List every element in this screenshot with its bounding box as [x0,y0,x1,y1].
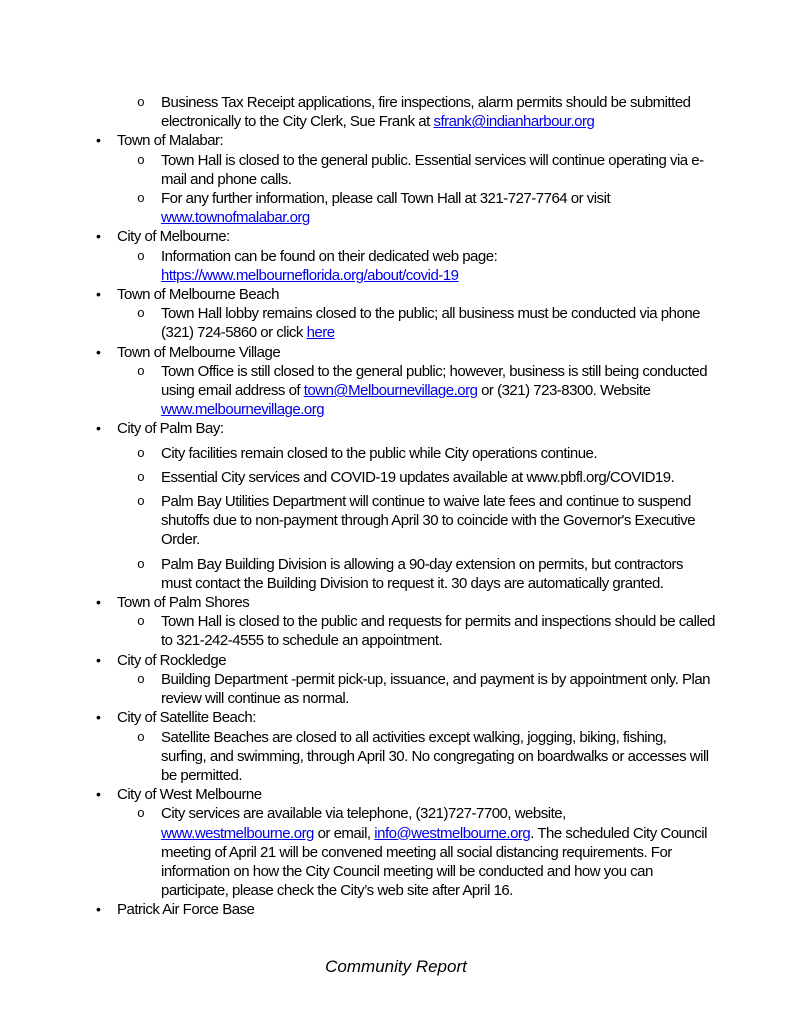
text-run: Satellite Beaches are closed to all activities except walking, jogging, biking, fishing, surfing, and swimming, through April 30. No congregating on boardwalks or accesses will be permitted. [161,728,709,784]
sub-bullet-icon: o [137,152,145,168]
bullet-section [96,227,721,285]
list-item-text [161,247,715,285]
list-item-text [161,492,715,550]
list-item [137,468,721,487]
sub-bullet-icon: o [137,806,145,822]
list-item [137,555,721,593]
section-title: City of Melbourne: [117,228,230,246]
bullet-icon: • [96,651,101,668]
text-run: or (321) 723-8300. Website [477,382,651,400]
sub-bullet-icon: o [137,248,145,264]
sub-bullet-icon: o [137,469,145,485]
section-title: City of West Melbourne [117,786,262,804]
section-title-row [96,651,721,670]
list-item-text [161,304,715,342]
bullet-icon: • [96,786,101,803]
hyperlink[interactable]: town@Melbournevillage.org [303,382,478,400]
sub-bullet-icon: o [137,95,145,110]
bullet-icon: • [96,594,101,611]
bullet-section [96,419,721,593]
bullet-icon: • [96,132,101,149]
section-title-row [96,343,721,362]
list-item [137,728,721,786]
section-title-row [96,708,721,727]
section-title-row [96,131,721,150]
sub-bullet-icon: o [137,556,145,572]
list-item [137,362,721,420]
section-title: City of Satellite Beach: [117,709,256,727]
sub-bullet-icon: o [137,191,145,207]
sub-bullet-icon: o [137,494,145,510]
bullet-section [96,343,721,420]
section-title: Town of Melbourne Beach [117,286,279,304]
hyperlink[interactable]: www.melbournevillage.org [161,401,325,419]
text-run: or email, [313,824,375,842]
bullet-section [96,900,721,919]
bullet-icon: • [96,709,101,726]
hyperlink[interactable]: https://www.melbourneflorida.org/about/covid-19 [161,266,459,284]
bullet-section [96,651,721,709]
text-run: Essential City services and COVID-19 updates available at www.pbfl.org/COVID19. [161,468,675,486]
section-title-row [96,285,721,304]
list-item-text [161,362,715,420]
list-item-text [161,555,715,593]
text-run: Palm Bay Utilities Department will continue to waive late fees and continue to suspend shutoffs due to non-payment through April 30 to coincide with the Governor's Executive Order. [161,493,696,549]
text-run: City services are available via telephone, (321)727-7700, website, [161,805,566,823]
list-item-text [161,93,715,131]
list-item [137,304,721,342]
sub-bullet-icon: o [137,614,145,630]
section-title: Town of Palm Shores [117,594,250,612]
bullet-icon: • [96,286,101,303]
bulleted-list [96,93,721,920]
list-item-text [161,151,715,189]
text-run: City facilities remain closed to the public while City operations continue. [161,444,598,462]
list-item-text [161,728,715,786]
sub-bullet-icon: o [137,671,145,687]
sub-bullet-icon: o [137,729,145,745]
bullet-section [96,131,721,227]
text-run: Business Tax Receipt applications, fire inspections, alarm permits should be submitted electronically to the City Clerk, Sue Frank at [161,94,691,131]
section-title: Town of Malabar: [117,132,224,150]
section-title-row [96,593,721,612]
bullet-section [96,708,721,785]
list-item [137,93,721,131]
list-item [137,151,721,189]
bullet-section [96,785,721,900]
section-title: City of Palm Bay: [117,420,224,438]
text-run: For any further information, please call Town Hall at 321-727-7764 or visit [161,190,611,208]
hyperlink[interactable]: www.westmelbourne.org [161,824,314,842]
text-run: Building Department -permit pick-up, issuance, and payment is by appointment only. Plan review will continue as normal. [161,670,711,708]
list-item [137,670,721,708]
hyperlink[interactable]: here [306,324,335,342]
text-run: Town Hall is closed to the general public. Essential services will continue operating via e-mail and phone calls. [161,151,704,188]
footer-title: Community Report [325,957,467,976]
sub-bullet-icon: o [137,363,145,379]
bullet-icon: • [96,901,101,918]
text-run: Palm Bay Building Division is allowing a 90-day extension on permits, but contractors must contact the Building Division to request it. 30 days are automatically granted. [161,555,683,592]
section-title-row [96,227,721,246]
section-title: Patrick Air Force Base [117,901,255,919]
text-run: Town Hall lobby remains closed to the public; all business must be conducted via phone (321) 724-5860 or click [161,305,700,342]
list-item-text [161,670,715,708]
section-title-row [96,900,721,919]
text-run: . The scheduled City Council meeting of April 21 will be convened meeting all social distancing requirements. For information on how the City Council meeting will be conducted and how you can participate, please check the City’s web site after April 16. [161,824,707,900]
bullet-section [96,93,721,131]
text-run: Town Office is still closed to the general public; however, business is still being conducted using email address of [161,362,708,400]
list-item-text [161,612,715,650]
list-item-text [161,468,715,487]
bullet-icon: • [96,420,101,437]
text-run: Town Hall is closed to the public and requests for permits and inspections should be called to 321-242-4555 to schedule an appointment. [161,613,716,650]
bullet-icon: • [96,343,101,360]
list-item [137,492,721,550]
list-item-text [161,804,715,900]
section-title-row [96,419,721,438]
hyperlink[interactable]: www.townofmalabar.org [161,209,310,227]
section-title: City of Rockledge [117,651,227,669]
section-title-row [96,785,721,804]
list-item [137,804,721,900]
bullet-section [96,593,721,651]
list-item [137,247,721,285]
list-item-text [161,189,715,227]
sub-bullet-icon: o [137,445,145,461]
sub-bullet-icon: o [137,306,145,322]
text-run: Information can be found on their dedicated web page: [161,247,498,265]
list-item [137,189,721,227]
list-item-text [161,444,715,463]
list-item [137,612,721,650]
bullet-section [96,285,721,343]
section-title: Town of Melbourne Village [117,343,281,361]
bullet-icon: • [96,228,101,245]
hyperlink[interactable]: info@westmelbourne.org [374,824,531,842]
hyperlink[interactable]: sfrank@indianharbour.org [433,113,595,131]
list-item [137,444,721,463]
